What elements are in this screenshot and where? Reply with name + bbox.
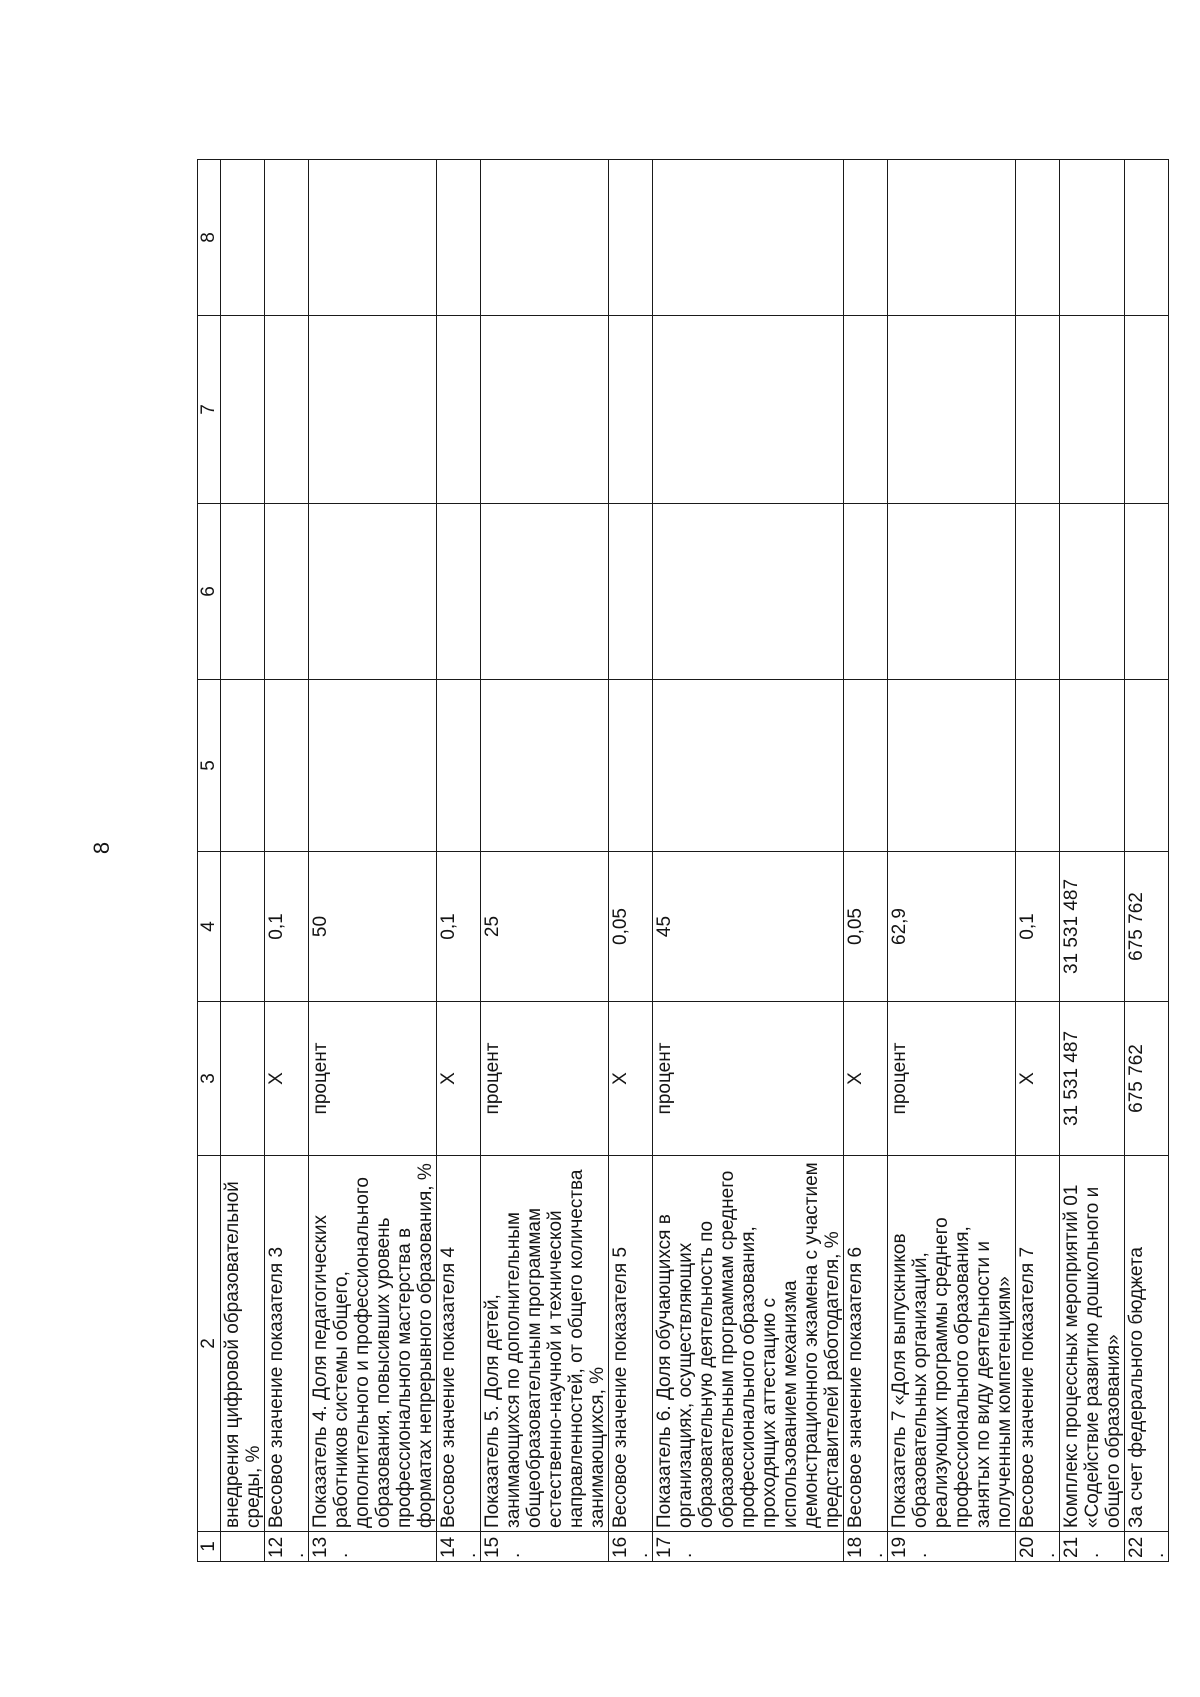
empty-cell xyxy=(844,316,888,504)
empty-cell xyxy=(1125,316,1169,504)
empty-cell xyxy=(221,504,265,680)
indicator-table xyxy=(197,159,1169,1562)
value-cell: 0,1 xyxy=(437,852,481,1002)
empty-cell xyxy=(844,160,888,316)
unit-cell: процент xyxy=(888,1002,1016,1156)
empty-cell xyxy=(1016,316,1060,504)
unit-cell: процент xyxy=(653,1002,844,1156)
unit-cell: 675 762 xyxy=(1125,1002,1169,1156)
column-header: 4 xyxy=(198,852,221,1002)
column-header: 6 xyxy=(198,504,221,680)
unit-cell: X xyxy=(609,1002,653,1156)
empty-cell xyxy=(1125,504,1169,680)
empty-cell xyxy=(309,160,437,316)
unit-cell: X xyxy=(265,1002,309,1156)
empty-cell xyxy=(844,680,888,852)
row-number: 18. xyxy=(844,1532,888,1562)
row-number: 17. xyxy=(653,1532,844,1562)
empty-cell xyxy=(309,680,437,852)
unit-cell: X xyxy=(1016,1002,1060,1156)
table-row xyxy=(1016,160,1060,1562)
row-number: 13. xyxy=(309,1532,437,1562)
row-number: 19. xyxy=(888,1532,1016,1562)
value-cell: 45 xyxy=(653,852,844,1002)
indicator-name: внедрения цифровой образовательной среды, % xyxy=(221,1156,265,1532)
unit-cell: 31 531 487 xyxy=(1060,1002,1125,1156)
empty-cell xyxy=(609,680,653,852)
empty-cell xyxy=(1016,160,1060,316)
indicator-name: Показатель 4. Доля педагогических работников системы общего, дополнительного и профессионального образования, повысивших уровень профессионального мастерства в форматах непрерывного образования, % xyxy=(309,1156,437,1532)
empty-cell xyxy=(888,680,1016,852)
empty-cell xyxy=(481,316,609,504)
table-row xyxy=(1125,160,1169,1562)
value-cell: 0,1 xyxy=(1016,852,1060,1002)
table-row xyxy=(265,160,309,1562)
table-row xyxy=(221,160,265,1562)
row-number: 14. xyxy=(437,1532,481,1562)
indicator-name: Весовое значение показателя 7 xyxy=(1016,1156,1060,1532)
row-number: 15. xyxy=(481,1532,609,1562)
empty-cell xyxy=(481,160,609,316)
empty-cell xyxy=(309,504,437,680)
indicator-table-wrapper xyxy=(197,160,1168,1562)
unit-cell: X xyxy=(844,1002,888,1156)
empty-cell xyxy=(265,316,309,504)
row-number: 20. xyxy=(1016,1532,1060,1562)
empty-cell xyxy=(265,680,309,852)
value-cell: 0,05 xyxy=(609,852,653,1002)
empty-cell xyxy=(609,316,653,504)
table-row xyxy=(888,160,1016,1562)
empty-cell xyxy=(1060,680,1125,852)
indicator-name: Весовое значение показателя 4 xyxy=(437,1156,481,1532)
column-header: 2 xyxy=(198,1156,221,1532)
column-header: 1 xyxy=(198,1532,221,1562)
row-number: 22. xyxy=(1125,1532,1169,1562)
indicator-name: Весовое значение показателя 3 xyxy=(265,1156,309,1532)
unit-cell: процент xyxy=(481,1002,609,1156)
column-header: 5 xyxy=(198,680,221,852)
column-header: 7 xyxy=(198,316,221,504)
empty-cell xyxy=(1060,160,1125,316)
empty-cell xyxy=(437,316,481,504)
empty-cell xyxy=(888,504,1016,680)
page-number: 8 xyxy=(89,841,114,855)
empty-cell xyxy=(221,316,265,504)
empty-cell xyxy=(437,160,481,316)
indicator-name: Показатель 6. Доля обучающихся в организациях, осуществляющих образовательную деятельность по образовательным программам среднего профессионального образования, проходящих аттестацию с использованием механизма демонстрационного экзамена с участием представителей работодателя, % xyxy=(653,1156,844,1532)
value-cell: 0,1 xyxy=(265,852,309,1002)
indicator-name: Весовое значение показателя 5 xyxy=(609,1156,653,1532)
value-cell: 25 xyxy=(481,852,609,1002)
empty-cell xyxy=(221,680,265,852)
empty-cell xyxy=(609,160,653,316)
empty-cell xyxy=(653,504,844,680)
table-row xyxy=(481,160,609,1562)
table-row xyxy=(844,160,888,1562)
empty-cell xyxy=(1016,504,1060,680)
empty-cell xyxy=(309,316,437,504)
row-number xyxy=(221,1532,265,1562)
unit-cell xyxy=(221,1002,265,1156)
column-header: 8 xyxy=(198,160,221,316)
empty-cell xyxy=(1060,504,1125,680)
value-cell: 0,05 xyxy=(844,852,888,1002)
indicator-name: Комплекс процессных мероприятий 01 «Содействие развитию дошкольного и общего образования» xyxy=(1060,1156,1125,1532)
empty-cell xyxy=(888,160,1016,316)
unit-cell: процент xyxy=(309,1002,437,1156)
empty-cell xyxy=(653,160,844,316)
empty-cell xyxy=(437,504,481,680)
row-number: 12. xyxy=(265,1532,309,1562)
empty-cell xyxy=(653,316,844,504)
value-cell: 675 762 xyxy=(1125,852,1169,1002)
empty-cell xyxy=(481,680,609,852)
indicator-name: Показатель 7 «Доля выпускников образовательных организаций, реализующих программы среднего профессионального образования, занятых по виду деятельности и полученным компетенциям» xyxy=(888,1156,1016,1532)
column-header: 3 xyxy=(198,1002,221,1156)
empty-cell xyxy=(481,504,609,680)
empty-cell xyxy=(888,316,1016,504)
empty-cell xyxy=(265,504,309,680)
row-number: 21. xyxy=(1060,1532,1125,1562)
empty-cell xyxy=(221,160,265,316)
empty-cell xyxy=(1125,680,1169,852)
value-cell: 50 xyxy=(309,852,437,1002)
indicator-name: Весовое значение показателя 6 xyxy=(844,1156,888,1532)
empty-cell xyxy=(437,680,481,852)
indicator-name: Показатель 5. Доля детей, занимающихся по дополнительным общеобразовательным программам естественно-научной и технической направленностей, от общего количества занимающихся, % xyxy=(481,1156,609,1532)
indicator-name: За счет федерального бюджета xyxy=(1125,1156,1169,1532)
empty-cell xyxy=(609,504,653,680)
empty-cell xyxy=(1125,160,1169,316)
table-row xyxy=(309,160,437,1562)
table-row xyxy=(653,160,844,1562)
empty-cell xyxy=(1060,316,1125,504)
empty-cell xyxy=(653,680,844,852)
value-cell: 31 531 487 xyxy=(1060,852,1125,1002)
table-row xyxy=(437,160,481,1562)
row-number: 16. xyxy=(609,1532,653,1562)
value-cell: 62,9 xyxy=(888,852,1016,1002)
header-row xyxy=(198,160,221,1562)
empty-cell xyxy=(844,504,888,680)
empty-cell xyxy=(265,160,309,316)
unit-cell: X xyxy=(437,1002,481,1156)
table-row xyxy=(1060,160,1125,1562)
empty-cell xyxy=(1016,680,1060,852)
value-cell xyxy=(221,852,265,1002)
table-row xyxy=(609,160,653,1562)
